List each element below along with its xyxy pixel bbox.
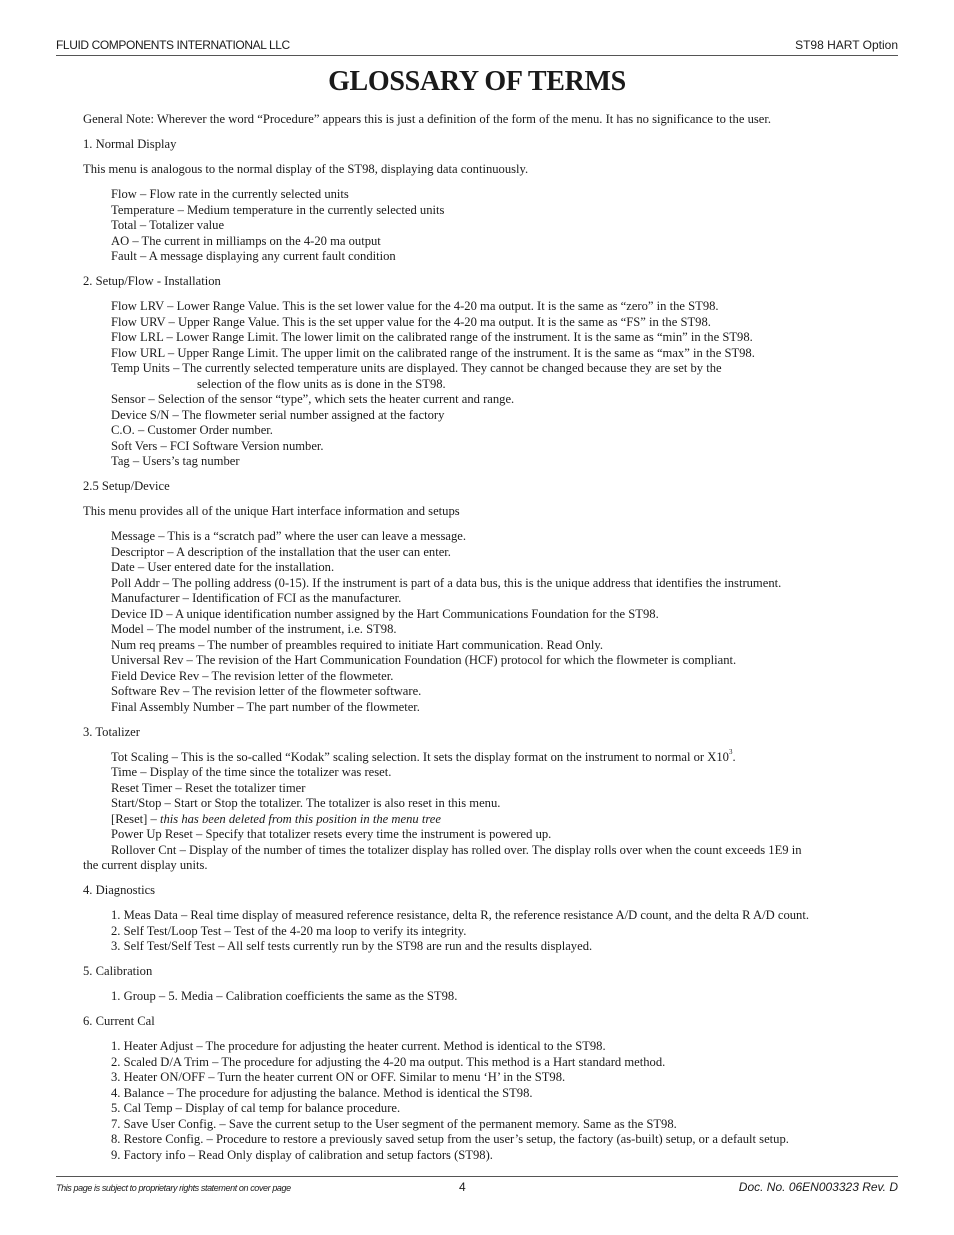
list-item: Device S/N – The flowmeter serial number assigned at the factory: [111, 407, 445, 422]
section-heading-setup-flow: 2. Setup/Flow - Installation: [83, 274, 221, 288]
list-item: 7. Save User Config. – Save the current setup to the User segment of the permanent memory. Same as the ST98.: [111, 1116, 677, 1131]
list-item: Descriptor – A description of the installation that the user can enter.: [111, 544, 451, 559]
list-item: Num req preams – The number of preambles required to initiate Hart communication. Read Only.: [111, 637, 604, 652]
product-name: ST98 HART Option: [795, 38, 898, 52]
list-item: Sensor – Selection of the sensor “type”, which sets the heater current and range.: [111, 392, 515, 406]
list-item: Flow LRV – Lower Range Value. This is the set lower value for the 4-20 ma output. It is the same as “zero” in the ST98.: [111, 299, 719, 313]
list-item: Manufacturer – Identification of FCI as the manufacturer.: [111, 591, 402, 605]
list-item-rollover: Rollover Cnt – Display of the number of times the totalizer display has rolled over. The display rolls over when the count exceeds 1E9 in: [111, 842, 802, 857]
totalizer-list: [83, 747, 898, 874]
list-item: Time – Display of the time since the totalizer was reset.: [111, 765, 392, 779]
list-item: Device ID – A unique identification number assigned by the Hart Communications Foundation for the ST98.: [111, 606, 659, 621]
setup-flow-list: [111, 299, 898, 470]
list-item: 1. Group – 5. Media – Calibration coefficients the same as the ST98.: [111, 989, 458, 1003]
tot-scaling-text: Tot Scaling – This is the so-called “Kodak” scaling selection. It sets the display format on the instrument to normal or X10: [111, 749, 729, 764]
section-intro-normal-display: This menu is analogous to the normal display of the ST98, displaying data continuously.: [83, 162, 529, 176]
page-title: GLOSSARY OF TERMS: [328, 66, 626, 97]
page-header: [56, 38, 898, 54]
header-rule: [56, 55, 898, 56]
list-item: Software Rev – The revision letter of the flowmeter software.: [111, 684, 422, 698]
list-item: Final Assembly Number – The part number of the flowmeter.: [111, 699, 420, 714]
document-number: Doc. No. 06EN003323 Rev. D: [738, 1180, 898, 1194]
reset-note: this has been deleted from this position in the menu tree: [159, 811, 441, 826]
company-name: FLUID COMPONENTS INTERNATIONAL LLC: [56, 38, 290, 52]
list-item: Fault – A message displaying any current fault condition: [111, 249, 396, 263]
tot-scaling-end: .: [732, 749, 736, 764]
list-item-tot-scaling: [111, 747, 898, 766]
list-item: Flow LRL – Lower Range Limit. The lower limit on the calibrated range of the instrument. It is the same as “min” in the ST98.: [111, 330, 753, 344]
list-item: Poll Addr – The polling address (0-15). If the instrument is part of a data bus, this is the unique address that identifies the instrument.: [111, 575, 782, 590]
reset-label: [Reset] –: [111, 811, 160, 826]
calibration-list: [111, 989, 898, 1005]
list-item: 5. Cal Temp – Display of cal temp for balance procedure.: [111, 1101, 401, 1115]
list-item: 4. Balance – The procedure for adjusting the balance. Method is identical the ST98.: [111, 1085, 533, 1100]
section-heading-totalizer: 3. Totalizer: [83, 724, 140, 739]
section-heading-current-cal: 6. Current Cal: [83, 1014, 155, 1028]
list-item: Flow – Flow rate in the currently selected units: [111, 187, 349, 201]
section-intro-setup-device: This menu provides all of the unique Hart interface information and setups: [83, 504, 460, 518]
list-item: Reset Timer – Reset the totalizer timer: [111, 780, 306, 795]
section-heading-diagnostics: 4. Diagnostics: [83, 883, 156, 897]
setup-device-list: [111, 529, 898, 715]
list-item: Soft Vers – FCI Software Version number.: [111, 438, 324, 453]
section-heading-normal-display: 1. Normal Display: [83, 137, 177, 151]
glossary-body: [83, 112, 898, 1173]
diagnostics-list: [111, 908, 898, 955]
list-item: Power Up Reset – Specify that totalizer resets every time the instrument is powered up.: [111, 827, 552, 841]
list-item: Field Device Rev – The revision letter of the flowmeter.: [111, 668, 394, 683]
list-item: 1. Heater Adjust – The procedure for adjusting the heater current. Method is identical to the ST98.: [111, 1039, 606, 1053]
list-item: Tag – Users’s tag number: [111, 454, 240, 468]
page-footer: [56, 1180, 898, 1196]
section-heading-setup-device: 2.5 Setup/Device: [83, 479, 170, 493]
list-item: 2. Scaled D/A Trim – The procedure for adjusting the 4-20 ma output. This method is a Hart standard method.: [111, 1054, 666, 1069]
exponent: 3: [728, 747, 733, 756]
list-item: Message – This is a “scratch pad” where the user can leave a message.: [111, 529, 467, 543]
list-item-continuation: selection of the flow units as is done in the ST98.: [197, 376, 446, 391]
list-item: C.O. – Customer Order number.: [111, 423, 273, 437]
list-item: Flow URV – Upper Range Value. This is the set upper value for the 4-20 ma output. It is the same as “FS” in the ST98.: [111, 314, 711, 329]
list-item: Temperature – Medium temperature in the currently selected units: [111, 202, 445, 217]
section-heading-calibration: 5. Calibration: [83, 964, 153, 978]
normal-display-list: [111, 187, 898, 265]
list-item: 9. Factory info – Read Only display of calibration and setup factors (ST98).: [111, 1147, 493, 1162]
list-item: 3. Heater ON/OFF – Turn the heater current ON or OFF. Similar to menu ‘H’ in the ST98.: [111, 1070, 566, 1084]
list-item: 8. Restore Config. – Procedure to restore a previously saved setup from the user’s setup, the factory (as-built) setup, or a default setup.: [111, 1132, 789, 1146]
proprietary-notice: This page is subject to proprietary rights statement on cover page: [56, 1183, 291, 1193]
list-item: Model – The model number of the instrument, i.e. ST98.: [111, 622, 397, 636]
list-item-reset: [111, 812, 898, 828]
footer-rule: [56, 1176, 898, 1177]
list-item: 3. Self Test/Self Test – All self tests currently run by the ST98 are run and the results displayed.: [111, 939, 593, 953]
list-item: Start/Stop – Start or Stop the totalizer. The totalizer is also reset in this menu.: [111, 796, 501, 810]
list-item: Temp Units – The currently selected temperature units are displayed. They cannot be changed because they are set by the: [111, 361, 722, 375]
list-item: Universal Rev – The revision of the Hart Communication Foundation (HCF) protocol for which the flowmeter is compliant.: [111, 653, 737, 667]
list-item-rollover-continuation: the current display units.: [83, 858, 208, 872]
list-item: Flow URL – Upper Range Limit. The upper limit on the calibrated range of the instrument. It is the same as “max” in the ST98.: [111, 345, 755, 360]
list-item: Total – Totalizer value: [111, 218, 225, 232]
page-number: 4: [459, 1180, 466, 1194]
list-item: AO – The current in milliamps on the 4-20 ma output: [111, 233, 381, 248]
list-item: 1. Meas Data – Real time display of measured reference resistance, delta R, the reference resistance A/D count, and the delta R A/D count.: [111, 908, 809, 922]
general-note: General Note: Wherever the word “Procedure” appears this is just a definition of the form of the menu. It has no significance to the user.: [83, 112, 772, 126]
list-item: 2. Self Test/Loop Test – Test of the 4-20 ma loop to verify its integrity.: [111, 923, 467, 938]
list-item: Date – User entered date for the installation.: [111, 560, 335, 574]
current-cal-list: [111, 1039, 898, 1163]
